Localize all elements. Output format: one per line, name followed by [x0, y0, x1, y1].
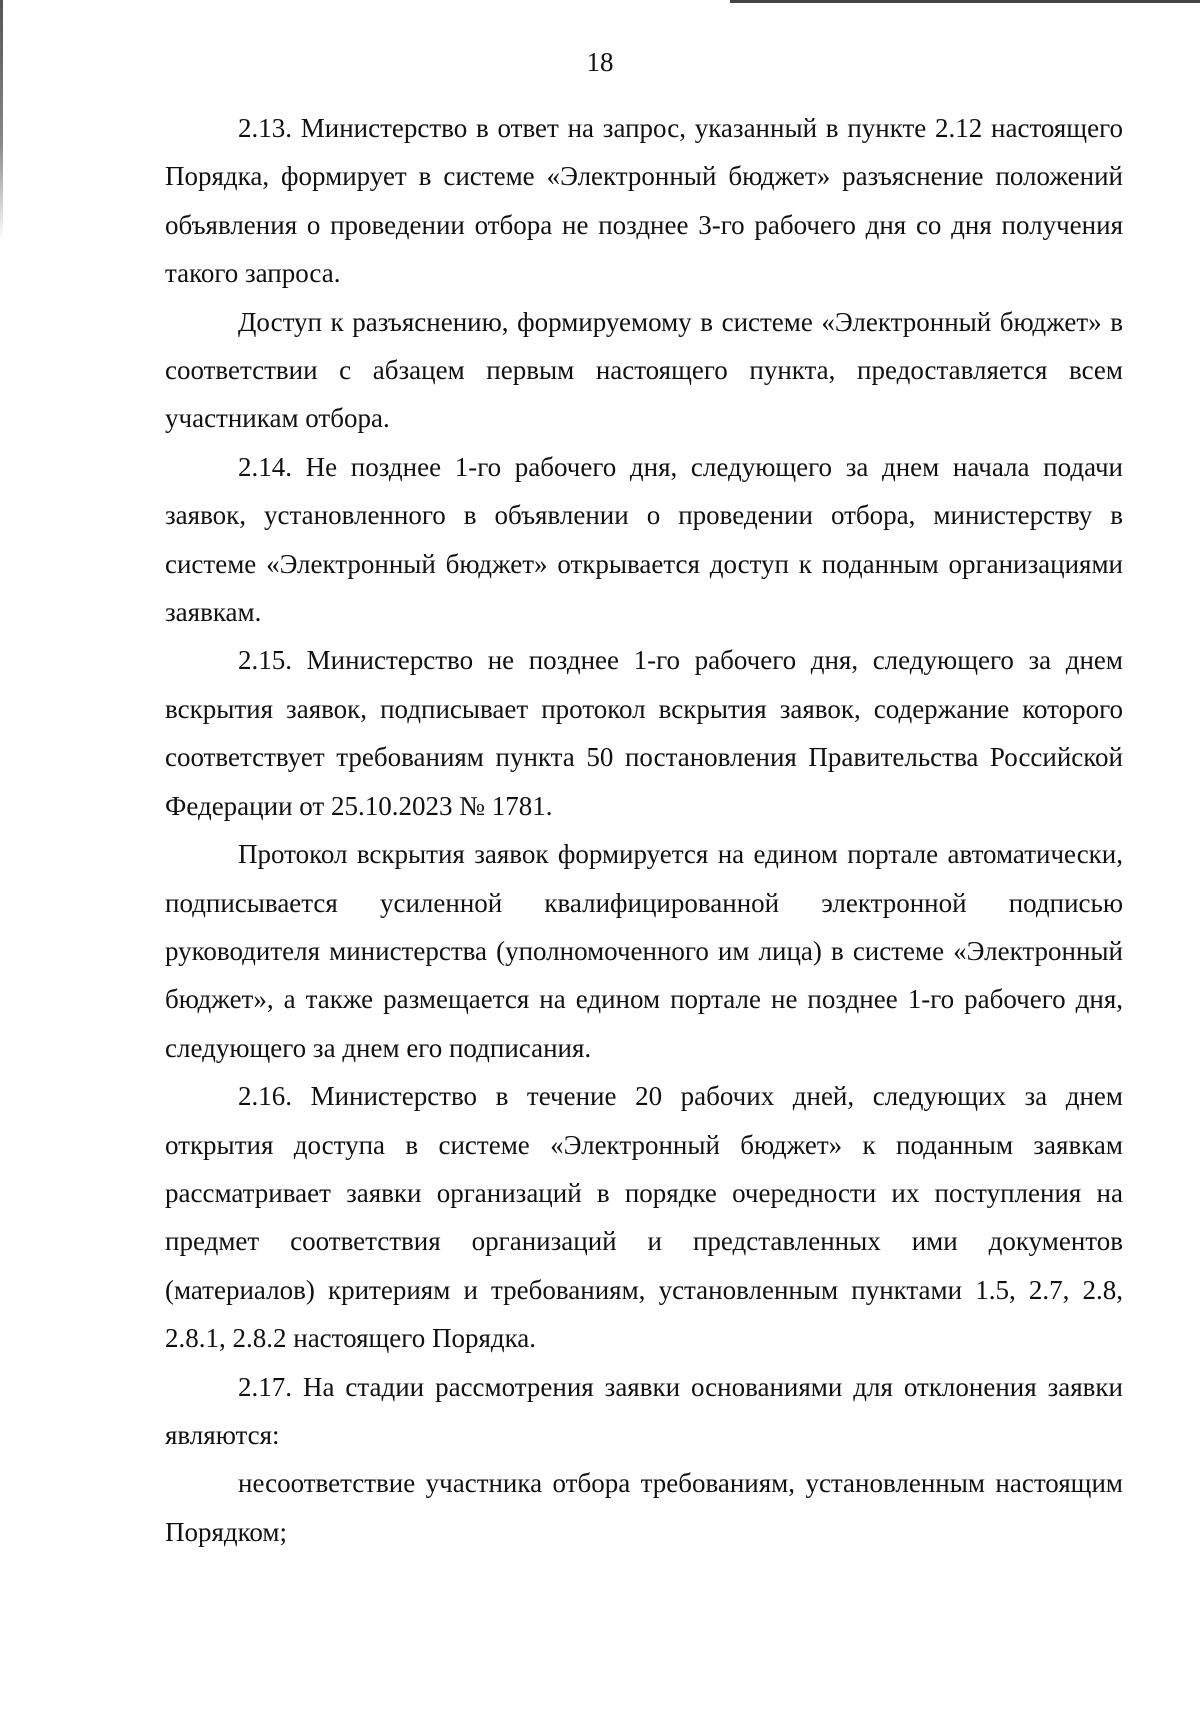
paragraph-2-13: 2.13. Министерство в ответ на запрос, указанный в пункте 2.12 настоящего Порядка, формирует в системе «Электронный бюджет» разъяснение положений объявления о проведении отбора не позднее 3-го рабочего дня со дня получения такого запроса.: [165, 113, 1123, 289]
paragraph-2-17-item-1: несоответствие участника отбора требованиям, установленным настоящим Порядком;: [165, 1468, 1123, 1547]
paragraph-2-14: 2.14. Не позднее 1-го рабочего дня, следующего за днем начала подачи заявок, установленного в объявлении о проведении отбора, министерству в системе «Электронный бюджет» открывается доступ к поданным организациями заявкам.: [165, 451, 1123, 628]
page-number: 18: [586, 47, 614, 77]
paragraph-2-15-protocol: Протокол вскрытия заявок формируется на едином портале автоматически, подписывается усиленной квалифицированной электронной подписью руководителя министерства (уполномоченного им лица) в системе «Электронный бюджет», а также размещается на едином портале не позднее 1-го рабочего дня, следующего за днем его подписания.: [165, 839, 1123, 1063]
scan-top-line: [730, 0, 1200, 3]
paragraph-2-13-access: Доступ к разъяснению, формируемому в системе «Электронный бюджет» в соответствии с абзацем первым настоящего пункта, предоставляется всем участникам отбора.: [165, 306, 1123, 434]
scan-edge-shadow: [0, 0, 3, 240]
paragraph-2-15: 2.15. Министерство не позднее 1-го рабочего дня, следующего за днем вскрытия заявок, подписывает протокол вскрытия заявок, содержание которого соответствует требованиям пункта 50 постановления Правительства Российской Федерации от 25.10.2023 № 1781.: [165, 645, 1123, 821]
document-body: [165, 104, 1123, 1556]
paragraph-2-16: 2.16. Министерство в течение 20 рабочих дней, следующих за днем открытия доступа в системе «Электронный бюджет» к поданным заявкам рассматривает заявки организаций в порядке очередности их поступления на предмет соответствия организаций и представленных ими документов (материалов) критериям и требованиям, установленным пунктами 1.5, 2.7, 2.8, 2.8.1, 2.8.2 настоящего Порядка.: [165, 1081, 1123, 1354]
paragraph-2-17: 2.17. На стадии рассмотрения заявки основаниями для отклонения заявки являются:: [165, 1371, 1123, 1450]
